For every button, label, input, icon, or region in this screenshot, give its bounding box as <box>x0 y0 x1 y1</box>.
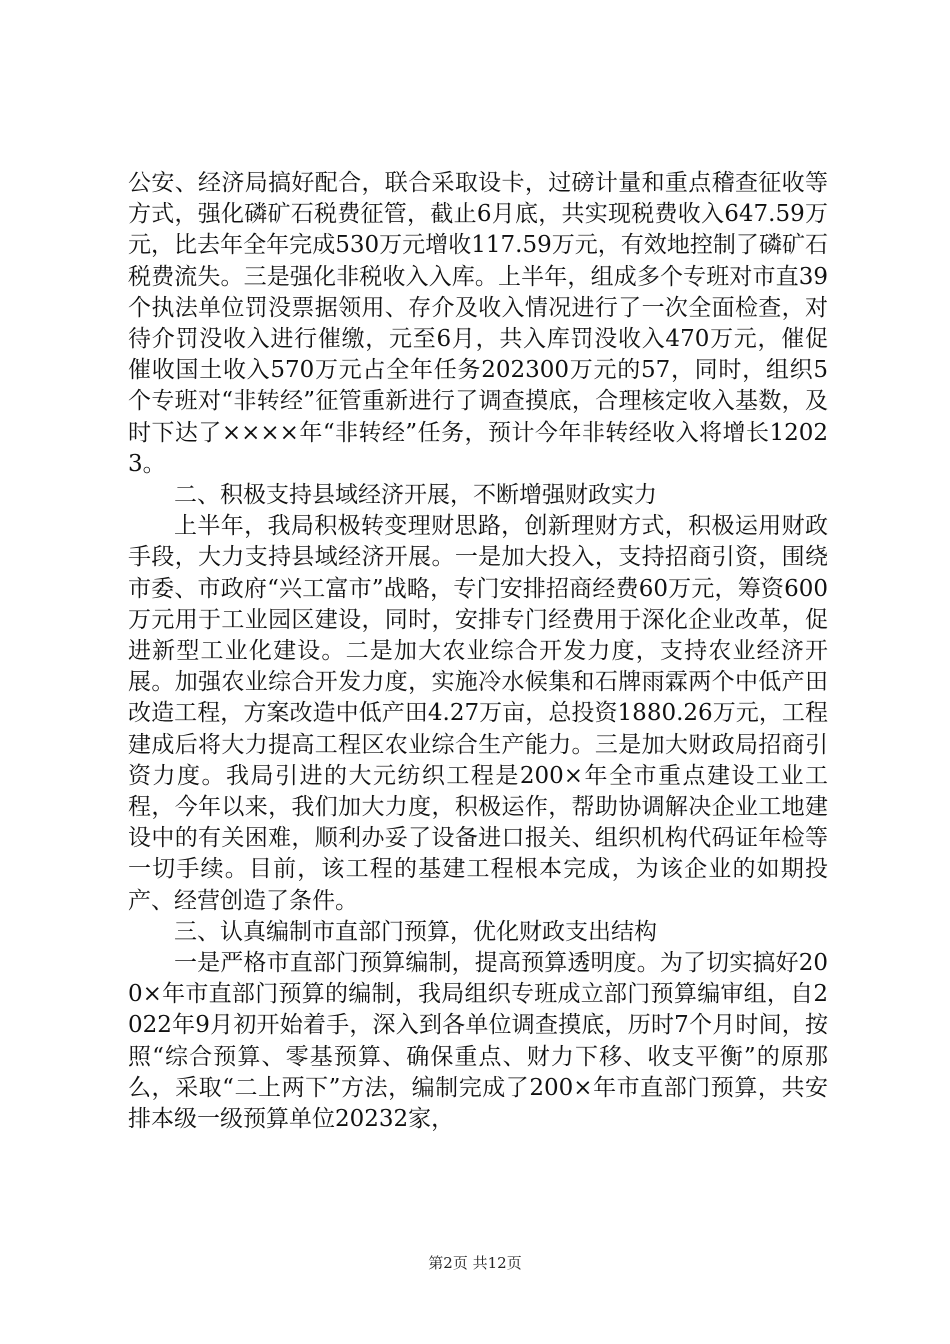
section-heading-department-budget: 三、认真编制市直部门预算，优化财政支出结构 <box>174 918 657 945</box>
paragraph-tax-collection: 公安、经济局搞好配合，联合采取设卡，过磅计量和重点稽查征收等方式，强化磷矿石税费征管，截止6月底，共实现税费收入647.59万元，比去年全年完成530万元增收117.59万元，有效地控制了磷矿石税费流失。三是强化非税收入入库。上半年，组成多个专班对市直39个执法单位罚没票据领用、存介及收入情况进行了一次全面检查，对待介罚没收入进行催缴，元至6月，共入库罚没收入470万元，催促催收国土收入570万元占全年任务202300万元的57，同时，组织5个专班对“非转经”征管重新进行了调查摸底，合理核定收入基数，及时下达了××××年“非转经”任务，预计今年非转经收入将增长12023。 <box>128 170 828 477</box>
page-number-footer: 第2页 共12页 <box>428 1254 522 1272</box>
paragraph-county-economy: 上半年，我局积极转变理财思路，创新理财方式，积极运用财政手段，大力支持县域经济开展。一是加大投入，支持招商引资，围绕市委、市政府“兴工富市”战略，专门安排招商经费60万元，筹资600万元用于工业园区建设，同时，安排专门经费用于深化企业改革，促进新型工业化建设。二是加大农业综合开发力度，支持农业经济开展。加强农业综合开发力度，实施冷水候集和石牌雨霖两个中低产田改造工程，方案改造中低产田4.27万亩，总投资1880.26万元，工程建成后将大力提高工程区农业综合生产能力。三是加大财政局招商引资力度。我局引进的大元纺织工程是200×年全市重点建设工业工程，今年以来，我们加大力度，积极运作，帮助协调解决企业工地建设中的有关困难，顺利办妥了设备进口报关、组织机构代码证年检等一切手续。目前，该工程的基建工程根本完成，为该企业的如期投产、经营创造了条件。 <box>128 513 828 914</box>
document-body <box>128 168 828 1135</box>
paragraph-department-budget: 一是严格市直部门预算编制，提高预算透明度。为了切实搞好200×年市直部门预算的编制，我局组织专班成立部门预算编审组，自2022年9月初开始着手，深入到各单位调查摸底，历时7个月时间，按照“综合预算、零基预算、确保重点、财力下移、收支平衡”的原那么，采取“二上两下”方法，编制完成了200×年市直部门预算，共安排本级一级预算单位20232家， <box>128 950 828 1133</box>
section-heading-county-economy: 二、积极支持县域经济开展，不断增强财政实力 <box>174 482 657 509</box>
